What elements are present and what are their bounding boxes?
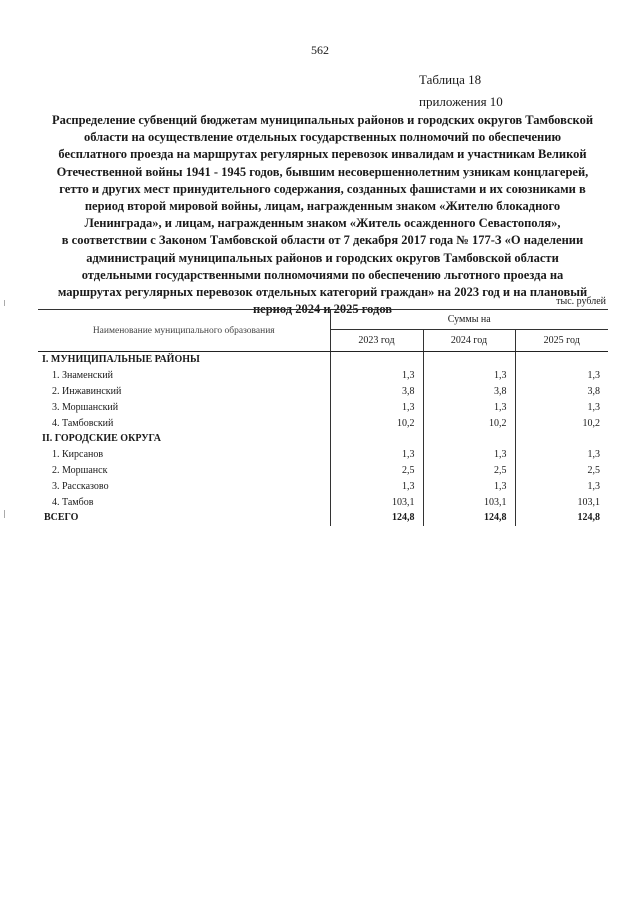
value-cell: 1,3 — [330, 399, 423, 415]
value-cell: 124,8 — [577, 512, 600, 524]
value-cell: 103,1 — [577, 496, 600, 508]
page-number: 562 — [311, 43, 329, 57]
scan-margin-mark — [4, 300, 5, 306]
row-name: 4. Тамбов — [38, 494, 330, 510]
value-cell: 1,3 — [587, 401, 600, 413]
value-cell: 10,2 — [423, 415, 515, 431]
value-cell: 1,3 — [423, 447, 515, 463]
table-row — [38, 352, 608, 368]
document-title — [30, 112, 615, 318]
title-line: администраций муниципальных районов и городских округов Тамбовской области — [86, 250, 559, 265]
value-cell — [515, 431, 608, 447]
value-cell — [423, 352, 515, 368]
column-header-year: 2024 год — [423, 330, 515, 352]
table-row — [38, 399, 608, 415]
value-cell: 1,3 — [423, 368, 515, 384]
column-header-year: 2023 год — [330, 330, 423, 352]
table-row — [38, 447, 608, 463]
row-name: II. ГОРОДСКИЕ ОКРУГА — [38, 431, 330, 447]
value-cell: 124,8 — [423, 510, 515, 526]
table-label: Таблица 18 — [419, 72, 482, 87]
table-row — [38, 463, 608, 479]
title-line: маршрутах регулярных перевозок отдельных категорий граждан» на 2023 год и на плановый — [57, 285, 588, 300]
value-cell: 10,2 — [582, 417, 600, 429]
table-row — [38, 478, 608, 494]
table-row — [38, 415, 608, 431]
value-cell: 2,5 — [587, 464, 600, 476]
column-header-year: 2025 год — [515, 330, 608, 352]
value-cell: 3,8 — [330, 384, 423, 400]
column-group-header: Суммы на — [330, 310, 608, 330]
value-cell — [515, 352, 608, 368]
title-line: отдельными государственными полномочиями по обеспечению льготного проезда на — [81, 267, 564, 282]
value-cell: 1,3 — [423, 478, 515, 494]
value-cell: 1,3 — [330, 447, 423, 463]
table-row — [38, 431, 608, 447]
title-line: Отечественной войны 1941 - 1945 годов, бывшим несовершеннолетним узникам концлагерей, — [56, 164, 589, 179]
unit-label: тыс. рублей — [556, 296, 606, 307]
row-name: 4. Тамбовский — [38, 415, 330, 431]
value-cell: 10,2 — [330, 415, 423, 431]
table-row — [38, 368, 608, 384]
value-cell: 103,1 — [330, 494, 423, 510]
value-cell — [330, 352, 423, 368]
value-cell: 1,3 — [423, 399, 515, 415]
value-cell — [423, 431, 515, 447]
title-line: бесплатного проезда на маршрутах регулярных перевозок инвалидам и участникам Великой — [58, 147, 587, 162]
row-name: ВСЕГО — [38, 510, 330, 526]
row-name: 1. Кирсанов — [38, 447, 330, 463]
value-cell: 2,5 — [330, 463, 423, 479]
value-cell: 124,8 — [330, 510, 423, 526]
appendix-label: приложения 10 — [419, 94, 503, 109]
value-cell — [330, 431, 423, 447]
value-cell: 1,3 — [330, 368, 423, 384]
subvention-table — [38, 309, 608, 526]
value-cell: 1,3 — [330, 478, 423, 494]
table-row — [38, 384, 608, 400]
value-cell: 3,8 — [423, 384, 515, 400]
value-cell: 1,3 — [587, 449, 600, 461]
title-line: Распределение субвенций бюджетам муниципальных районов и городских округов Тамбовской — [51, 113, 594, 127]
value-cell: 1,3 — [587, 480, 600, 492]
title-line: Ленинграда», и лицам, награжденным знаком «Житель осажденного Севастополя», — [84, 216, 561, 231]
row-name: 1. Знаменский — [38, 368, 330, 384]
value-cell: 3,8 — [587, 385, 600, 397]
row-name: 2. Инжавинский — [38, 384, 330, 400]
title-line: в соответствии с Законом Тамбовской области от 7 декабря 2017 года № 177-З «О наделении — [61, 233, 584, 248]
row-name: I. МУНИЦИПАЛЬНЫЕ РАЙОНЫ — [38, 352, 330, 368]
total-row — [38, 510, 608, 526]
row-name: 3. Моршанский — [38, 399, 330, 415]
column-header-name: Наименование муниципального образования — [38, 310, 330, 352]
row-name: 2. Моршанск — [38, 463, 330, 479]
title-line: области на осуществление отдельных государственных полномочий по обеспечению — [83, 130, 562, 145]
scan-margin-mark — [4, 510, 5, 518]
row-name: 3. Рассказово — [38, 478, 330, 494]
table-row — [38, 494, 608, 510]
value-cell: 1,3 — [587, 370, 600, 382]
title-line: период второй мировой войны, лицам, награжденным знаком «Жителю блокадного — [84, 199, 561, 214]
title-line: гетто и других мест принудительного содержания, созданных фашистами и их союзниками в — [59, 181, 586, 196]
value-cell: 103,1 — [423, 494, 515, 510]
title-line: период 2024 и 2025 годов — [252, 302, 393, 317]
value-cell: 2,5 — [423, 463, 515, 479]
